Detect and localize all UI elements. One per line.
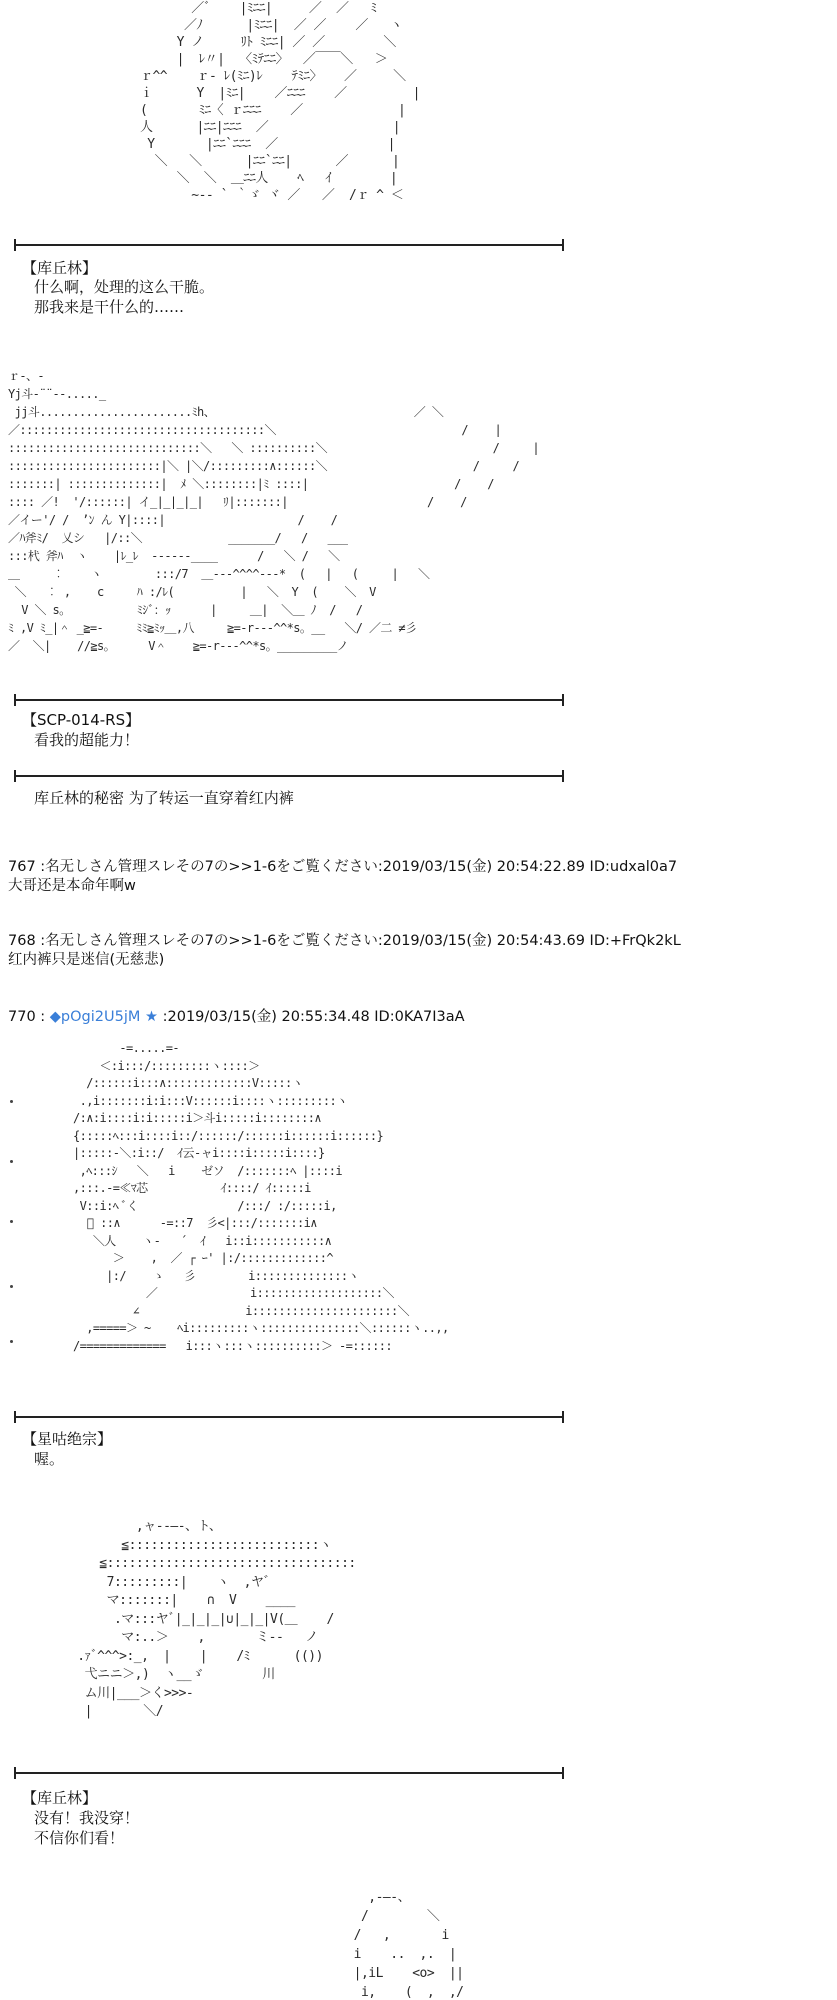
ascii-art-line: Y |ﾆﾆ`ﾆﾆﾆ ／ | — [118, 137, 395, 152]
ascii-art-line: 弋ニニ＞,) ヽ__ゞ 川 — [48, 1667, 275, 1682]
speaker-label: 【星咕绝宗】 — [22, 1430, 113, 1448]
ascii-art-line: i, ( , ,/ — [295, 1985, 464, 2000]
speaker-label: 【库丘林】 — [22, 259, 98, 277]
dialogue-text — [34, 730, 139, 750]
ascii-art-line: ム川|___＞く>>>- — [48, 1685, 194, 1701]
ascii-art-line: .ｧﾞ^^^>:_, | | /ﾐ (()) — [48, 1648, 323, 1664]
ascii-art-line: ,:::.-=≪ﾏ芯 ｲ::::/ ｲ:::::i — [20, 1181, 311, 1195]
panel-divider — [14, 694, 564, 706]
speaker-label: 【库丘林】 — [22, 1789, 98, 1807]
ascii-art-line: |,iL <o> || — [295, 1966, 464, 1981]
dialogue-line: 看我的超能力！ — [34, 731, 140, 749]
ascii-art-line: ,ャ--―-、ト、 — [48, 1519, 222, 1534]
ascii-art-line: ｒ-、- — [8, 369, 45, 383]
stray-dot — [10, 1160, 13, 1163]
ascii-art-line: ~-- ` ｀ゞ ヾ ／ ／ /ｒ ^ ＜ — [118, 188, 404, 203]
post-header-768: 768 :名无しさん管理スレその7の>>1-6をご覧ください:2019/03/15(金) 20:54:43.69 ID:+FrQk2kL — [8, 933, 681, 949]
ascii-art-line: ／ i:::::::::::::::::::＼ — [20, 1286, 394, 1300]
ascii-art-line: ／イー'/ / ’ﾝ ん Y|::::| / / — [8, 513, 338, 527]
ascii-art-line: ｒ^^ ｒ- ﾚ(ﾐﾆ)ﾚ ﾃﾐﾆ〉 ／ ＼ — [118, 69, 406, 84]
ascii-art-line: :::::::::::::::::::::::::::::＼ ＼ ::::::::::＼ / | — [8, 441, 540, 455]
ascii-art-line: ﾐ ,V ﾐ_|＾ _≧=- ﾐﾐ≧ﾐｯ＿,八 ≧=-r---^^*s。__ ＼/ ／二 ≠彡 — [8, 621, 417, 635]
ascii-art-line: | ＼/ — [48, 1704, 164, 1719]
dialogue-line: 那我来是干什么的…… — [34, 298, 185, 316]
dialogue-text — [34, 1808, 139, 1848]
ascii-art-line: ,ﾍ:::ｼ ＼ i ゼソ /:::::::ﾍ |::::i — [20, 1163, 343, 1178]
post-number: 770 : — [8, 1009, 46, 1025]
ascii-art-line: ／ ＼| //≧s。 V＾ ≧=-r---^^*s。_________ノ — [8, 639, 349, 653]
ascii-art-line: ｉ Y |ﾐﾆ| ／ﾆﾆﾆ ／ | — [118, 86, 420, 101]
ascii-art-line: ／ﾊ斧ﾐ/ 乂シ |/::＼ _______/ / ___ — [8, 531, 348, 545]
dialogue-text — [34, 277, 214, 317]
ascii-art-line: | ﾚ〃| 〈ﾐﾃﾆﾆ〉 ／￣￣＼ ＞ — [118, 52, 388, 67]
ascii-art-line: |:::::-＼:i::/ ｲ云-ャi::::i:::::i::::} — [20, 1146, 325, 1160]
ascii-art-panel-4 — [48, 1518, 356, 1722]
ascii-art-line: /::::::i:::∧:::::::::::::V:::::ヽ — [20, 1076, 304, 1090]
dialogue-text — [34, 1449, 64, 1469]
ascii-art-line: /============= i:::ヽ:::ヽ::::::::::＞ -=:::::: — [20, 1338, 393, 1353]
ascii-art-line: / , i — [295, 1928, 449, 1943]
ascii-art-line: ＼ ＼ |ﾆﾆ`ﾆﾆ| ／ | — [118, 154, 400, 169]
ascii-art-line: ＞ , ／ ┌ ｰ' |:/:::::::::::::^ — [20, 1251, 334, 1265]
panel-divider — [14, 1767, 564, 1779]
ascii-art-line: マ:..＞ , ミ-- ノ — [48, 1630, 318, 1645]
ascii-art-line: Y ノ ﾘﾄ ﾐﾆﾆ| ／ ／ ＼ — [118, 35, 396, 50]
ascii-art-line: 7:::::::::| ヽ ,ヤ゛ — [48, 1574, 276, 1590]
ascii-art-line: ＼ ＼ ＿ﾆﾆ人 ﾍ ｲ | — [118, 171, 398, 186]
ascii-art-line: :::::::::::::::::::::::|＼ |＼/:::::::::∧::::::＼ / / — [8, 459, 520, 473]
panel-divider — [14, 1411, 564, 1423]
speaker-label: 【SCP-014-RS】 — [22, 711, 141, 729]
stray-dot — [10, 1340, 13, 1343]
dialogue-line: 喔。 — [34, 1450, 65, 1468]
ascii-art-line: V::i:ﾍ ﾞく /:::/ :/:::::i, — [20, 1198, 337, 1213]
ascii-art-panel-2 — [8, 367, 539, 655]
ascii-art-line: ,-―-、 — [295, 1890, 411, 1905]
ascii-art-line: ∠ i::::::::::::::::::::::＼ — [20, 1303, 410, 1318]
dialogue-line: 什么啊，处理的这么干脆。 — [34, 278, 215, 296]
ascii-art-line: ﾞ ::∧ -=::7 彡<|:::/:::::::i∧ — [20, 1216, 317, 1230]
ascii-art-line: 人 |ﾆﾆ|ﾆﾆﾆ ／ | — [118, 120, 401, 135]
stray-dot — [10, 1285, 13, 1288]
stray-dot — [10, 1100, 13, 1103]
panel-divider — [14, 239, 564, 251]
ascii-art-line: .,i:::::::i:i:::V::::::i::::ヽ:::::::::ヽ — [20, 1093, 348, 1108]
ascii-art-line: {:::::ﾍ:::i::::i::/::::::/::::::i::::::i::::::} — [20, 1128, 384, 1143]
star-icon: ★ — [145, 1009, 158, 1025]
ascii-art-line: jj斗.......................ﾐh、 ／ ＼ — [8, 405, 444, 419]
panel-divider — [14, 770, 564, 782]
ascii-art-panel-5 — [295, 1888, 464, 2000]
ascii-art-line: V ＼ s。 ﾐｼﾞ：ｯ | ＿| ＼＿ ﾉ / / — [8, 603, 363, 617]
stray-dot — [10, 1220, 13, 1223]
ascii-art-line: :::::::| ::::::::::::::| ﾒ ＼::::::::|ﾐ ::::| / / — [8, 477, 494, 491]
post-meta: :2019/03/15(金) 20:55:34.48 ID:0KA7I3aA — [162, 1009, 465, 1025]
narration-text: 库丘林的秘密 为了转运一直穿着红内裤 — [34, 789, 294, 807]
poster-trip-name[interactable]: ◆pOgi2U5jM — [49, 1009, 141, 1025]
ascii-art-line: |:/ ゝ 彡 i::::::::::::::ヽ — [20, 1268, 359, 1283]
post-header-770 — [8, 1008, 465, 1027]
ascii-art-line: ＼人 ヽ- ´ ｲ i::i:::::::::::∧ — [20, 1233, 332, 1248]
ascii-art-line: ,=====＞ ~ ﾍi:::::::::ヽ:::::::::::::::＼::::::ヽ..,, — [20, 1321, 449, 1335]
ascii-art-line: / ＼ — [295, 1909, 440, 1924]
post-header-767: 767 :名无しさん管理スレその7の>>1-6をご覧ください:2019/03/15(金) 20:54:22.89 ID:udxal0a7 — [8, 859, 678, 875]
ascii-art-line: Yj斗-¨¨--....._ — [8, 387, 106, 401]
ascii-art-line: ／:::::::::::::::::::::::::::::::::::::＼ / | — [8, 423, 502, 437]
ascii-art-line: ( ﾐﾆ〈 ｒﾆﾆﾆ ／ | — [118, 103, 406, 118]
ascii-art-line: ＼ ︰ , c ﾊ :/ﾚ( | ＼ Y ( ＼ V — [8, 585, 376, 599]
ascii-art-line: /:∧:i::::i:i:::::i＞斗i:::::i::::::::∧ — [20, 1111, 322, 1125]
post-body-768: 红内裤只是迷信(无慈悲) — [8, 952, 165, 968]
ascii-art-line: ／ﾞ |ﾐﾆﾆ| ／ ／ ﾐ — [118, 1, 377, 16]
ascii-art-line: :::杙 斧ﾊ ヽ |ﾚ_ﾚ ------____ / ＼ / ＼ — [8, 549, 340, 563]
ascii-art-line: i .. ,. | — [295, 1947, 457, 1962]
ascii-art-line: :::: ／! '/::::::| イ_|_|_|_| ﾘ|:::::::| / / — [8, 495, 467, 509]
dialogue-line: 不信你们看！ — [34, 1829, 125, 1847]
ascii-art-panel-3 — [20, 1040, 449, 1355]
ascii-art-line: ／ﾉ |ﾐﾆﾆ| ／ ／ ／ ヽ — [118, 18, 403, 33]
ascii-art-line: ≦::::::::::::::::::::::::::ヽ — [48, 1537, 332, 1553]
dialogue-line: 没有！我没穿！ — [34, 1809, 140, 1827]
ascii-art-line: ≦:::::::::::::::::::::::::::::::::: — [48, 1556, 356, 1571]
ascii-art-line: -=.....=- — [20, 1041, 179, 1055]
ascii-art-line: ＿ ︰ ヽ :::/7 ＿---^^^^---* ( | ( | ＼ — [8, 567, 430, 581]
ascii-art-line: ＜:i:::/:::::::::ヽ::::＞ — [20, 1058, 260, 1073]
ascii-art-line: .マ:::ヤﾞ|_|_|_|∪|_|_|V(＿ / — [48, 1611, 334, 1627]
ascii-art-line: マ:::::::| ∩ V ____ — [48, 1593, 295, 1608]
ascii-art-panel-1 — [118, 0, 420, 204]
post-body-767: 大哥还是本命年啊w — [8, 878, 136, 894]
